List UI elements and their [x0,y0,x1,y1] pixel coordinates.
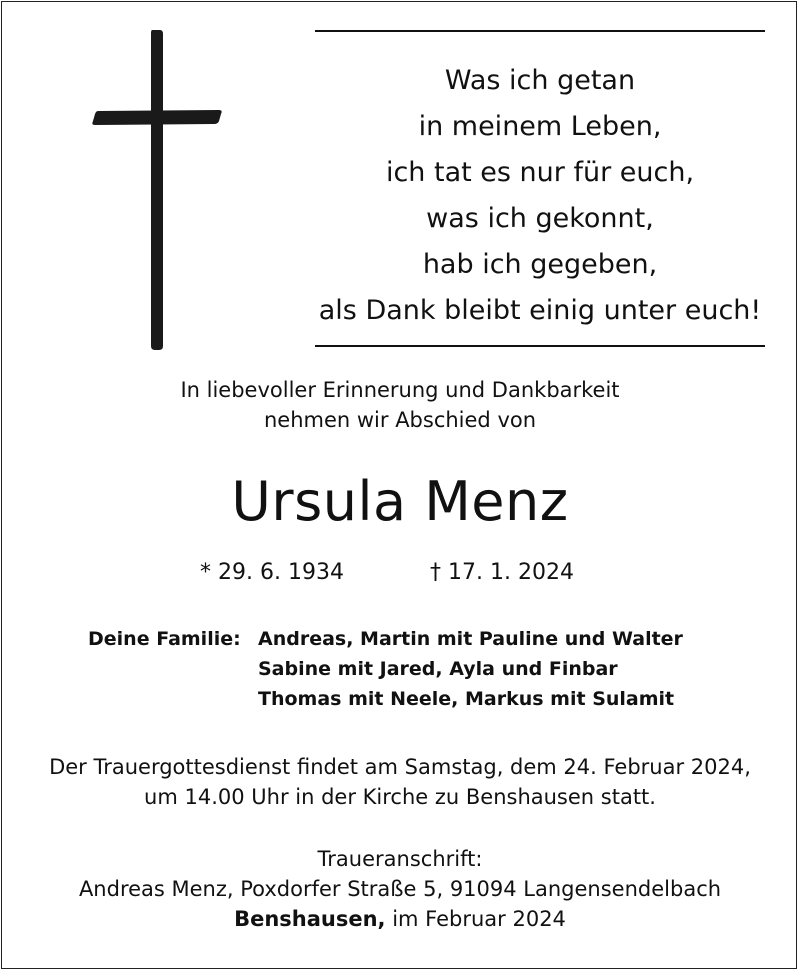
intro-line: In liebevoller Erinnerung und Dankbarkeit [180,378,620,402]
service-info [0,752,800,812]
death-date: † 17. 1. 2024 [430,560,574,585]
birth-date: * 29. 6. 1934 [200,560,344,585]
month-year: im Februar 2024 [385,907,566,931]
place-date-line [0,904,800,934]
bottom-rule [315,345,765,347]
address-heading: Traueranschrift: [317,847,483,871]
family-members [258,624,683,714]
family-line: Thomas mit Neele, Markus mit Sulamit [258,688,675,710]
intro-text [0,375,800,435]
poem [300,58,780,334]
deceased-name: Ursula Menz [231,470,569,533]
mourning-address [0,844,800,934]
cross-icon [92,30,226,350]
intro-line: nehmen wir Abschied von [263,408,537,432]
poem-line: als Dank bleibt einig unter euch! [318,295,762,326]
address-line: Andreas Menz, Poxdorfer Straße 5, 91094 Langensendelbach [78,877,722,901]
service-line: Der Trauergottesdienst findet am Samstag, dem 24. Februar 2024, [49,755,751,779]
place-name: Benshausen, [234,907,386,931]
poem-line: ich tat es nur für euch, [385,157,695,188]
poem-line: in meinem Leben, [418,111,662,142]
top-rule [315,30,765,32]
service-line: um 14.00 Uhr in der Kirche zu Benshausen statt. [144,785,656,809]
poem-line: Was ich getan [444,65,636,96]
poem-line: was ich gekonnt, [426,203,654,234]
family-line: Andreas, Martin mit Pauline und Walter [258,628,683,650]
life-dates [0,560,800,594]
family-label: Deine Familie: [88,628,241,650]
poem-line: hab ich gegeben, [422,249,658,280]
family-line: Sabine mit Jared, Ayla und Finbar [258,658,618,680]
